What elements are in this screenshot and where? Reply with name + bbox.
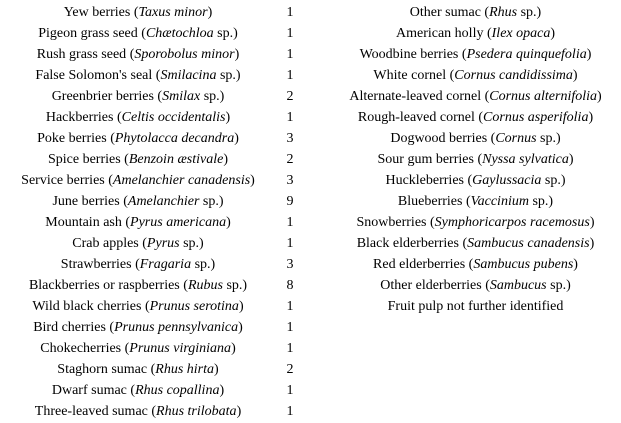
item-count: 2 [286, 89, 294, 104]
table-row [0, 401, 300, 422]
item-count: 1 [286, 236, 294, 251]
table-row [330, 254, 621, 275]
item-count: 1 [286, 110, 294, 125]
table-row [0, 170, 300, 191]
item-name: Service berries (Amelanchier canadensis) [21, 173, 255, 188]
table-row [330, 275, 621, 296]
item-count: 2 [286, 362, 294, 377]
table-row [330, 128, 621, 149]
item-name: Wild black cherries (Prunus serotina) [32, 299, 244, 314]
table-row [0, 212, 300, 233]
item-name: Sour gum berries (Nyssa sylvatica) [377, 152, 574, 167]
table-row [0, 254, 300, 275]
item-count: 1 [286, 47, 294, 62]
table-row [330, 212, 621, 233]
table-row [0, 23, 300, 44]
item-name: Mountain ash (Pyrus americana) [45, 215, 231, 230]
item-count: 1 [286, 341, 294, 356]
item-name: Chokecherries (Prunus virginiana) [40, 341, 236, 356]
item-count: 3 [286, 131, 294, 146]
item-count: 1 [286, 5, 294, 20]
item-count: 2 [286, 152, 294, 167]
item-name: Dwarf sumac (Rhus copallina) [51, 383, 225, 398]
table-row [330, 107, 621, 128]
table-row [330, 2, 621, 23]
item-count: 3 [286, 173, 294, 188]
table-row [0, 380, 300, 401]
item-name: Dogwood berries (Cornus sp.) [390, 131, 561, 146]
table-row [0, 128, 300, 149]
item-name: False Solomon's seal (Smilacina sp.) [35, 68, 241, 83]
item-name: Hackberries (Celtis occidentalis) [45, 110, 231, 125]
item-name: Three-leaved sumac (Rhus trilobata) [34, 404, 242, 419]
item-name: Rough-leaved cornel (Cornus asperifolia) [357, 110, 594, 125]
item-count: 3 [286, 257, 294, 272]
table-row [0, 2, 300, 23]
table-row [330, 23, 621, 44]
item-name: American holly (Ilex opaca) [395, 26, 556, 41]
table-row [0, 359, 300, 380]
item-name: White cornel (Cornus candidissima) [373, 68, 578, 83]
item-name: Snowberries (Symphoricarpos racemosus) [356, 215, 595, 230]
item-count: 8 [286, 278, 294, 293]
table-row [330, 86, 621, 107]
left-column [0, 2, 300, 422]
item-name: Rush grass seed (Sporobolus minor) [36, 47, 240, 62]
item-name: Woodbine berries (Psedera quinquefolia) [359, 47, 592, 62]
table-row [330, 65, 621, 86]
table-row [0, 296, 300, 317]
table-row [0, 233, 300, 254]
table-row [0, 65, 300, 86]
item-name: Blackberries or raspberries (Rubus sp.) [28, 278, 248, 293]
table-row [330, 149, 621, 170]
table-row [0, 44, 300, 65]
item-count: 9 [286, 194, 294, 209]
item-name: Bird cherries (Prunus pennsylvanica) [33, 320, 243, 335]
item-count: 1 [286, 320, 294, 335]
table-row [0, 149, 300, 170]
item-count: 1 [286, 26, 294, 41]
table-row [0, 338, 300, 359]
item-name: Strawberries (Fragaria sp.) [60, 257, 216, 272]
item-name: Huckleberries (Gaylussacia sp.) [385, 173, 566, 188]
item-count: 1 [286, 68, 294, 83]
table-row [0, 275, 300, 296]
item-name: June berries (Amelanchier sp.) [52, 194, 224, 209]
item-count: 1 [286, 404, 294, 419]
right-column [330, 2, 621, 317]
item-name: Yew berries (Taxus minor) [63, 5, 213, 20]
table-row [0, 191, 300, 212]
item-name: Other sumac (Rhus sp.) [409, 5, 542, 20]
table-row [0, 317, 300, 338]
item-name: Spice berries (Benzoin æstivale) [47, 152, 229, 167]
table-row [330, 233, 621, 254]
item-name: Staghorn sumac (Rhus hirta) [57, 362, 219, 377]
item-name: Poke berries (Phytolacca decandra) [37, 131, 239, 146]
item-name: Red elderberries (Sambucus pubens) [373, 257, 578, 272]
table-row [330, 296, 621, 317]
table-row [330, 44, 621, 65]
item-name: Black elderberries (Sambucus canadensis) [356, 236, 595, 251]
table-row [330, 170, 621, 191]
item-count: 1 [286, 383, 294, 398]
item-count: 1 [286, 299, 294, 314]
item-name: Crab apples (Pyrus sp.) [72, 236, 204, 251]
item-name: Other elderberries (Sambucus sp.) [380, 278, 571, 293]
item-name: Alternate-leaved cornel (Cornus alternifolia) [349, 89, 602, 104]
item-name: Fruit pulp not further identified [387, 299, 564, 314]
item-name: Blueberries (Vaccinium sp.) [397, 194, 554, 209]
table-row [330, 191, 621, 212]
table-row [0, 107, 300, 128]
item-count: 1 [286, 215, 294, 230]
item-name: Pigeon grass seed (Chætochloa sp.) [38, 26, 238, 41]
item-name: Greenbrier berries (Smilax sp.) [51, 89, 225, 104]
table-row [0, 86, 300, 107]
